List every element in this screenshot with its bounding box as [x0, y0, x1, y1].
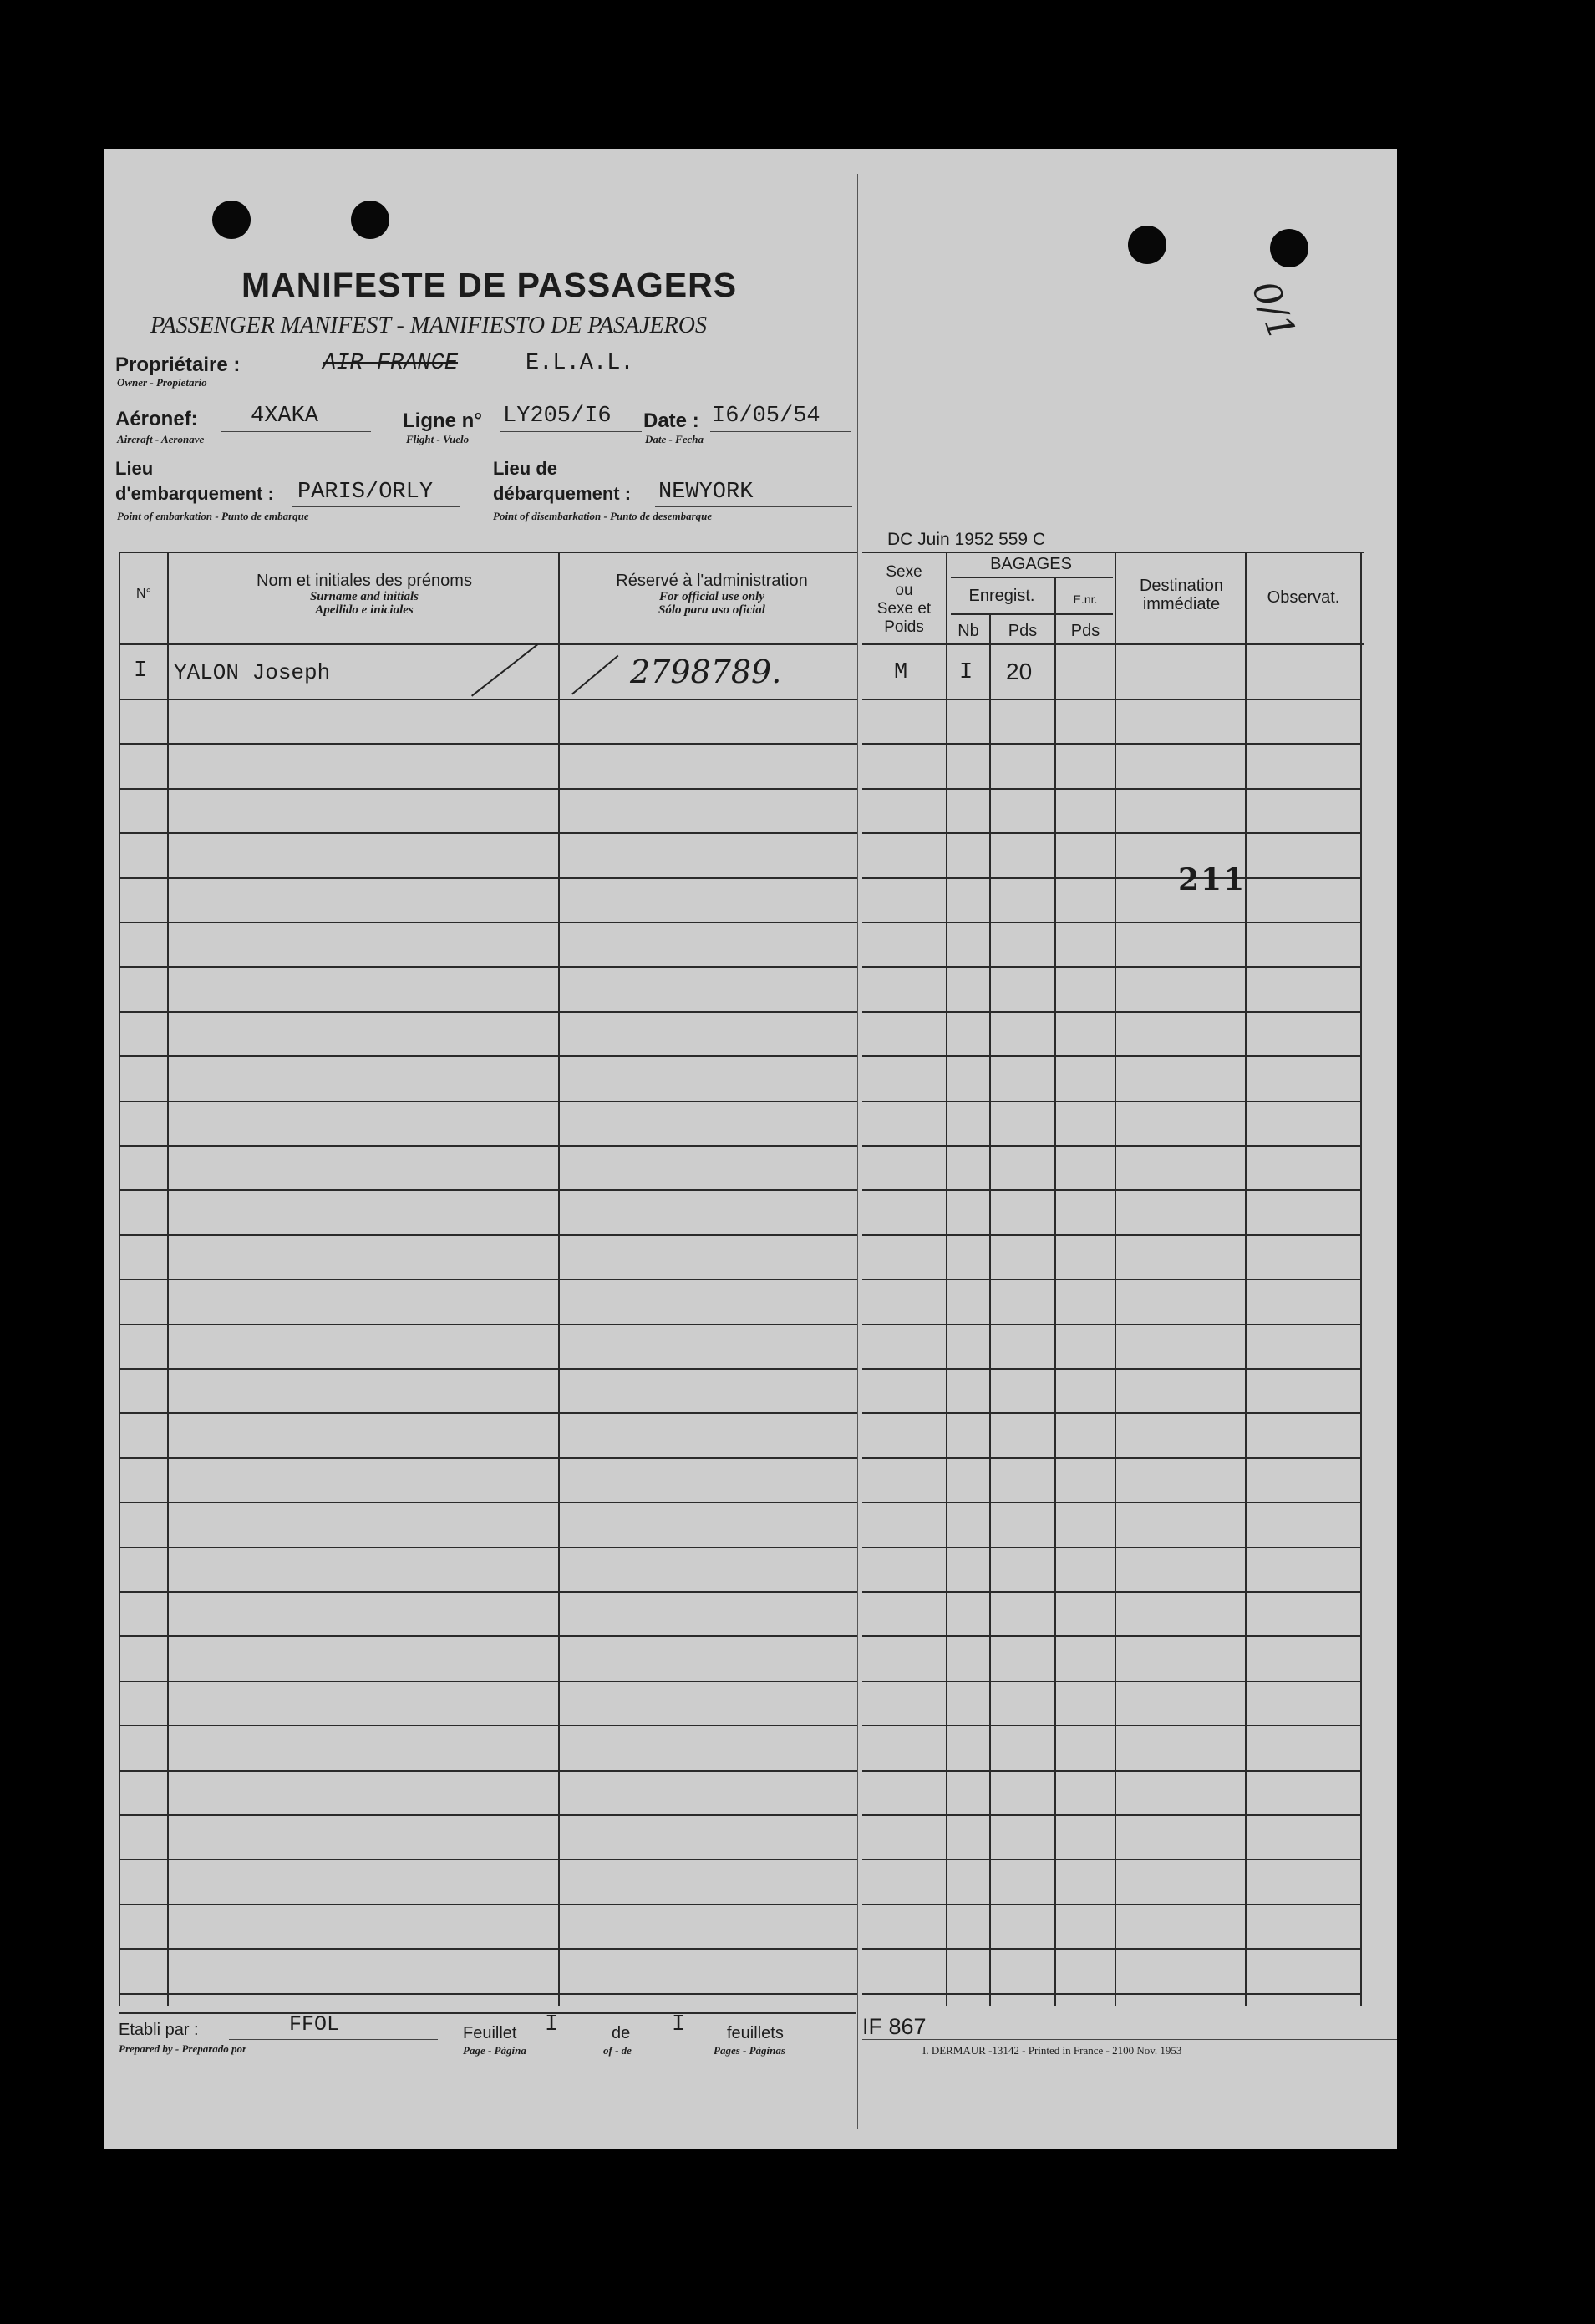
table-row-line	[862, 1368, 1362, 1370]
header-destination: Destination immédiate	[1139, 577, 1224, 613]
owner-struck-value: AIR FRANCE	[323, 351, 459, 376]
table-row-line	[862, 1502, 1362, 1503]
table-row-line	[119, 1101, 857, 1102]
header-rule-right	[862, 643, 1364, 645]
punch-hole	[212, 201, 251, 239]
table-row-line	[862, 966, 1362, 968]
table-row-line	[119, 1547, 857, 1548]
row-name: YALON Joseph	[174, 660, 331, 685]
stamp-number: 211	[1178, 862, 1247, 898]
table-row-line	[862, 1457, 1362, 1459]
table-row-line	[119, 1681, 857, 1682]
table-row-line	[862, 699, 1362, 700]
name-check-mark	[471, 643, 538, 696]
prepared-value: FFOL	[289, 2012, 340, 2037]
fold-line	[857, 174, 858, 2129]
table-row-line	[119, 922, 857, 923]
table-row-line	[862, 1904, 1362, 1905]
bagages-rule	[951, 577, 1113, 578]
row-no: I	[134, 659, 148, 684]
punch-hole	[1270, 229, 1308, 267]
sheets-label: feuillets	[727, 2024, 784, 2042]
table-row-line	[119, 832, 857, 834]
sheets-sublabel: Pages - Páginas	[714, 2044, 785, 2057]
owner-value: E.L.A.L.	[526, 351, 634, 376]
aircraft-value: 4XAKA	[251, 404, 319, 429]
embark-label-1: Lieu	[115, 458, 154, 479]
header-reserved-en: For official use only	[659, 590, 764, 603]
table-row-line	[119, 1591, 857, 1593]
table-row-line	[862, 1681, 1362, 1682]
date-sublabel: Date - Fecha	[645, 433, 704, 445]
table-row-line	[862, 1189, 1362, 1191]
sheet-sublabel: Page - Página	[463, 2044, 526, 2057]
flight-sublabel: Flight - Vuelo	[406, 433, 470, 445]
table-row-line	[119, 1770, 857, 1772]
table-row-line	[119, 743, 857, 745]
owner-label: Propriétaire :	[115, 353, 241, 376]
table-row-line	[862, 1770, 1362, 1772]
header-name-fr: Nom et initiales des prénoms	[257, 572, 472, 590]
header-pds-cabin: Pds	[1070, 622, 1100, 640]
disembark-sublabel: Point of disembarkation - Punto de desembarque	[493, 510, 713, 522]
header-reserved	[561, 572, 862, 617]
footer-rule	[119, 2012, 856, 2014]
table-row-line	[862, 1635, 1362, 1637]
table-row-line	[119, 1055, 857, 1057]
disembark-value: NEWYORK	[658, 480, 754, 505]
table-row-line	[119, 1412, 857, 1414]
table-row-line	[862, 743, 1362, 745]
printer-note: I. DERMAUR -13142 - Printed in France - 2100 Nov. 1953	[922, 2044, 1182, 2057]
date-value: I6/05/54	[712, 404, 820, 429]
header-sex-3: Sexe et	[876, 600, 932, 618]
header-nb: Nb	[958, 622, 979, 640]
header-sex-2: ou	[895, 582, 913, 599]
header-reserved-fr: Réservé à l'administration	[616, 572, 808, 590]
table-row-line	[862, 1234, 1362, 1236]
table-row-line	[119, 1502, 857, 1503]
margin-note: 0/1	[1243, 276, 1304, 346]
table-row-line	[862, 1814, 1362, 1816]
aircraft-sublabel: Aircraft - Aeronave	[117, 433, 205, 445]
header-cabin: E.nr.	[1073, 592, 1098, 606]
header-name-es: Apellido e iniciales	[315, 603, 414, 617]
table-row-line	[862, 1101, 1362, 1102]
manifest-sheet	[104, 149, 1397, 2149]
table-row-line	[119, 1324, 857, 1325]
header-pds: Pds	[1008, 622, 1038, 640]
aircraft-underline	[221, 431, 371, 432]
row-bag-weight: 20	[1006, 659, 1033, 684]
flight-value: LY205/I6	[503, 404, 612, 429]
table-row-line	[862, 1859, 1362, 1860]
table-row-line	[862, 877, 1362, 879]
table-row-line	[862, 788, 1362, 790]
table-row-line	[119, 1948, 857, 1950]
table-row-line	[862, 1725, 1362, 1726]
form-title: MANIFESTE DE PASSAGERS	[241, 266, 738, 304]
date-underline	[710, 431, 851, 432]
table-row-line	[119, 1457, 857, 1459]
table-row-line	[119, 1725, 857, 1726]
table-row-line	[119, 1859, 857, 1860]
table-row-line	[119, 788, 857, 790]
header-no: N°	[136, 587, 151, 601]
disembark-underline	[655, 506, 852, 507]
row-bag-count: I	[959, 660, 973, 685]
form-number-rule	[862, 2039, 1397, 2040]
table-row-line	[119, 1279, 857, 1280]
punch-hole	[351, 201, 389, 239]
disembark-label-1: Lieu de	[493, 458, 558, 479]
disembark-label-2: débarquement :	[493, 483, 632, 504]
header-observations: Observat.	[1267, 588, 1340, 607]
embark-label-2: d'embarquement :	[115, 483, 274, 504]
table-row-line	[119, 1635, 857, 1637]
flight-label: Ligne n°	[403, 409, 482, 432]
header-rule-left	[119, 643, 857, 645]
table-row-line	[119, 1904, 857, 1905]
header-sex-1: Sexe	[886, 563, 922, 581]
owner-sublabel: Owner - Propietario	[117, 376, 207, 389]
table-top-left	[119, 552, 857, 553]
sheet-label: Feuillet	[463, 2024, 517, 2042]
punch-hole	[1128, 226, 1166, 264]
embark-sublabel: Point of embarkation - Punto de embarque	[117, 510, 309, 522]
of-label: de	[612, 2024, 631, 2042]
prepared-label: Etabli par :	[119, 2021, 199, 2039]
table-row-line	[862, 1055, 1362, 1057]
table-row-line	[862, 1324, 1362, 1325]
header-name	[170, 572, 558, 617]
embark-underline	[292, 506, 460, 507]
header-sex-4: Poids	[884, 618, 924, 636]
bag-sub-rule	[951, 613, 1113, 615]
table-row-line	[862, 1547, 1362, 1548]
form-number: IF 867	[862, 2014, 927, 2039]
table-row-line	[862, 1011, 1362, 1013]
header-bagages: BAGAGES	[990, 555, 1072, 573]
table-top-right	[862, 552, 1364, 553]
embark-value: PARIS/ORLY	[297, 480, 434, 505]
form-code: DC Juin 1952 559 C	[887, 530, 1046, 549]
table-row-line	[862, 1279, 1362, 1280]
table-row-line	[119, 1368, 857, 1370]
table-row-line	[119, 1993, 857, 1995]
table-row-line	[119, 1189, 857, 1191]
col-line-pds	[1054, 577, 1056, 2006]
table-row-line	[119, 1011, 857, 1013]
prepared-underline	[229, 2039, 438, 2040]
header-reserved-es: Sólo para uso oficial	[658, 603, 765, 617]
table-row-line	[862, 1145, 1362, 1147]
flight-underline	[500, 431, 642, 432]
table-row-line	[862, 1412, 1362, 1414]
prepared-sublabel: Prepared by - Preparado por	[119, 2042, 247, 2055]
header-name-en: Surname and initials	[309, 590, 419, 603]
date-label: Date :	[643, 409, 699, 432]
table-row-line	[119, 966, 857, 968]
official-check-mark	[571, 655, 618, 695]
table-row-line	[119, 877, 857, 879]
row-sex: M	[894, 660, 908, 685]
header-sex	[862, 563, 946, 637]
table-row-line	[119, 1145, 857, 1147]
table-row-line	[862, 1948, 1362, 1950]
of-sublabel: of - de	[603, 2044, 632, 2057]
form-subtitle: PASSENGER MANIFEST - MANIFIESTO DE PASAJEROS	[150, 313, 707, 338]
table-row-line	[119, 1814, 857, 1816]
table-row-line	[119, 699, 857, 700]
of-value: I	[672, 2012, 686, 2037]
col-line-nb	[989, 613, 991, 2006]
row-official: 2798789.	[630, 653, 782, 690]
table-row-line	[862, 922, 1362, 923]
table-row-line	[862, 832, 1362, 834]
header-registered: Enregist.	[968, 587, 1035, 605]
table-row-line	[119, 1234, 857, 1236]
sheet-value: I	[545, 2012, 559, 2037]
aircraft-label: Aéronef:	[115, 408, 198, 430]
table-row-line	[862, 1591, 1362, 1593]
table-row-line	[862, 1993, 1362, 1995]
